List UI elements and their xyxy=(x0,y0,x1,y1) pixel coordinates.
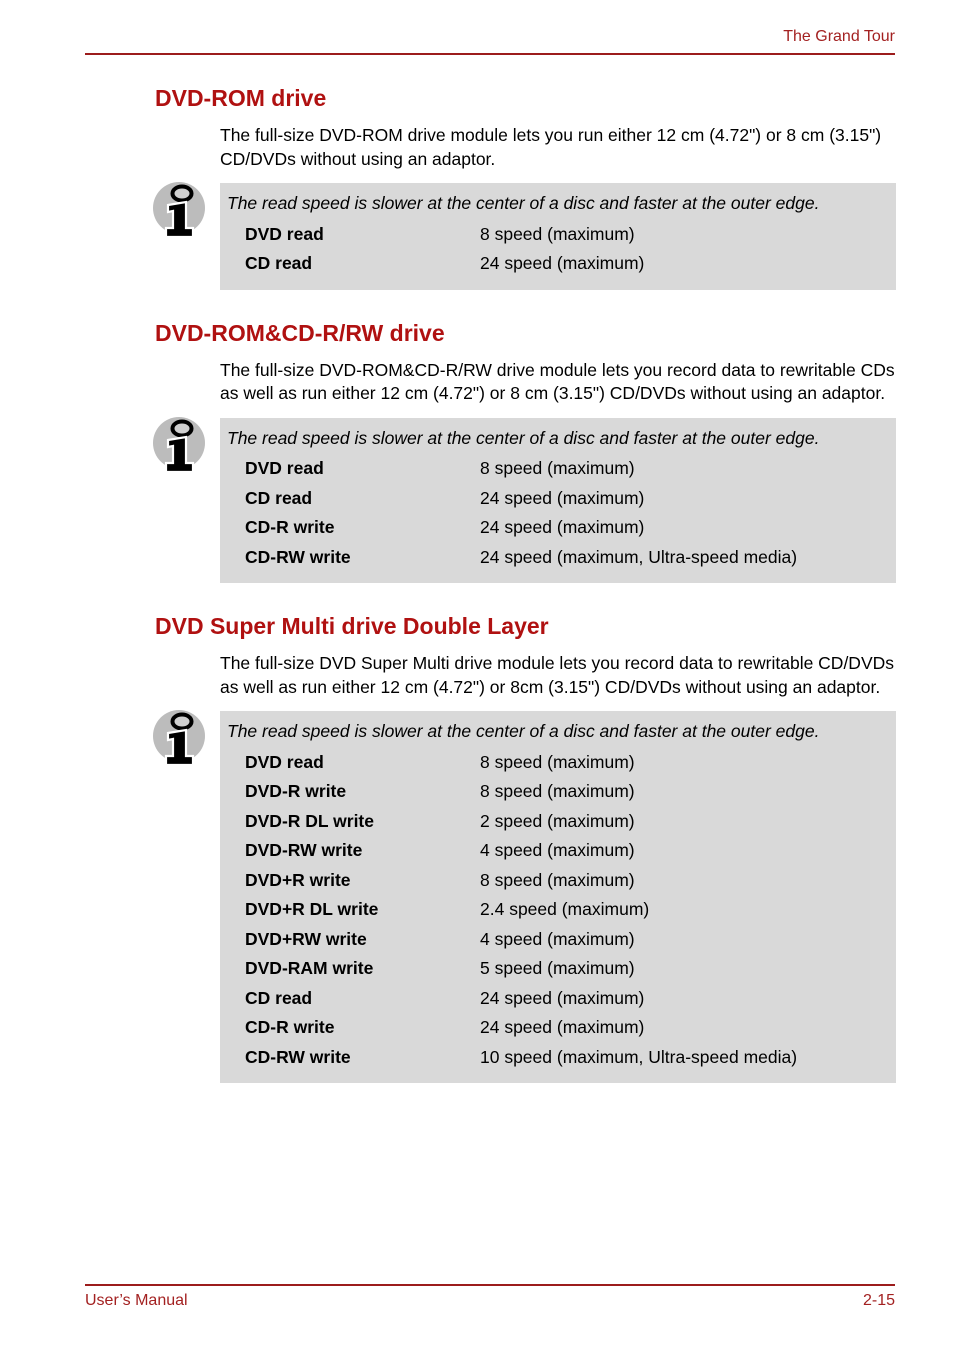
spec-value: 2 speed (maximum) xyxy=(480,810,635,831)
spec-row xyxy=(245,954,888,984)
spec-row xyxy=(245,220,888,250)
header-chapter-title: The Grand Tour xyxy=(783,28,895,45)
spec-row xyxy=(245,807,888,837)
spec-row xyxy=(245,836,888,866)
note-row xyxy=(220,418,896,584)
section-body: The full-size DVD-ROM drive module lets you run either 12 cm (4.72") or 8 cm (3.15") CD/DVDs without using an adaptor. xyxy=(220,125,882,169)
spec-value: 8 speed (maximum) xyxy=(480,869,635,890)
spec-row xyxy=(245,484,888,514)
spec-label: DVD read xyxy=(245,751,324,772)
note-text: The read speed is slower at the center of a disc and faster at the outer edge. xyxy=(227,721,820,741)
footer-manual-label: User’s Manual xyxy=(85,1292,188,1309)
spec-value: 24 speed (maximum) xyxy=(480,987,645,1008)
spec-table xyxy=(245,748,888,1073)
note-box xyxy=(220,711,896,1083)
page-header xyxy=(85,27,895,55)
spec-label: CD read xyxy=(245,987,313,1008)
spec-label: CD-R write xyxy=(245,517,335,537)
spec-value: 24 speed (maximum) xyxy=(480,1017,645,1037)
spec-value: 24 speed (maximum, Ultra-speed media) xyxy=(480,546,798,567)
note-text: The read speed is slower at the center of a disc and faster at the outer edge. xyxy=(227,427,820,448)
spec-value: 8 speed (maximum) xyxy=(480,458,635,478)
spec-label: CD read xyxy=(245,487,313,508)
spec-row xyxy=(245,249,888,279)
info-icon xyxy=(152,416,206,476)
section-heading: DVD-ROM&CD-R/RW drive xyxy=(155,319,445,346)
note-text: The read speed is slower at the center of a disc and faster at the outer edge. xyxy=(227,193,820,213)
footer-page-number: 2-15 xyxy=(862,1292,895,1309)
spec-table xyxy=(245,454,888,572)
spec-value: 2.4 speed (maximum) xyxy=(480,899,650,919)
spec-row xyxy=(245,748,888,778)
spec-value: 8 speed (maximum) xyxy=(480,223,635,244)
spec-row xyxy=(245,777,888,807)
spec-label: CD read xyxy=(245,253,313,273)
drive-section xyxy=(155,85,894,290)
section-body: The full-size DVD Super Multi drive module lets you record data to rewritable CD/DVDs as well as run either 12 cm (4.72") or 8cm (3.15") CD/DVDs without using an adaptor. xyxy=(220,653,895,697)
spec-row xyxy=(245,543,888,573)
spec-label: DVD+R write xyxy=(245,869,351,890)
note-box xyxy=(220,418,896,584)
header-rule xyxy=(85,53,895,55)
spec-table xyxy=(245,220,888,279)
spec-value: 5 speed (maximum) xyxy=(480,958,635,978)
spec-label: DVD+R DL write xyxy=(245,899,379,919)
note-row xyxy=(220,183,896,290)
spec-label: CD-RW write xyxy=(245,546,351,567)
section-heading: DVD-ROM drive xyxy=(155,85,327,111)
section-body: The full-size DVD-ROM&CD-R/RW drive module lets you record data to rewritable CDs as well as run either 12 cm (4.72") or 8 cm (3.15") CD/DVDs without using an adaptor. xyxy=(220,359,895,403)
spec-row xyxy=(245,1013,888,1043)
spec-row xyxy=(245,925,888,955)
spec-row xyxy=(245,454,888,484)
page-footer xyxy=(85,1284,895,1310)
spec-label: DVD read xyxy=(245,458,324,478)
drive-section xyxy=(155,613,894,1083)
spec-value: 8 speed (maximum) xyxy=(480,781,635,801)
spec-row xyxy=(245,513,888,543)
sections xyxy=(155,85,894,1083)
spec-label: DVD+RW write xyxy=(245,928,367,949)
spec-value: 24 speed (maximum) xyxy=(480,253,645,273)
spec-value: 10 speed (maximum, Ultra-speed media) xyxy=(480,1046,798,1067)
spec-label: DVD read xyxy=(245,223,324,244)
drive-section xyxy=(155,320,894,584)
spec-row xyxy=(245,1043,888,1073)
info-icon xyxy=(152,709,206,769)
note-box xyxy=(220,183,896,290)
spec-row xyxy=(245,866,888,896)
spec-value: 8 speed (maximum) xyxy=(480,751,635,772)
info-icon xyxy=(152,181,206,241)
spec-label: CD-R write xyxy=(245,1017,335,1037)
spec-value: 4 speed (maximum) xyxy=(480,840,635,860)
spec-label: DVD-RAM write xyxy=(245,958,374,978)
spec-value: 24 speed (maximum) xyxy=(480,517,645,537)
note-row xyxy=(220,711,896,1083)
spec-label: DVD-R write xyxy=(245,781,347,801)
spec-label: CD-RW write xyxy=(245,1046,351,1067)
spec-row xyxy=(245,895,888,925)
spec-value: 4 speed (maximum) xyxy=(480,928,635,949)
spec-label: DVD-R DL write xyxy=(245,810,374,831)
section-heading: DVD Super Multi drive Double Layer xyxy=(155,613,549,639)
spec-row xyxy=(245,984,888,1014)
spec-value: 24 speed (maximum) xyxy=(480,487,645,508)
spec-label: DVD-RW write xyxy=(245,840,363,860)
